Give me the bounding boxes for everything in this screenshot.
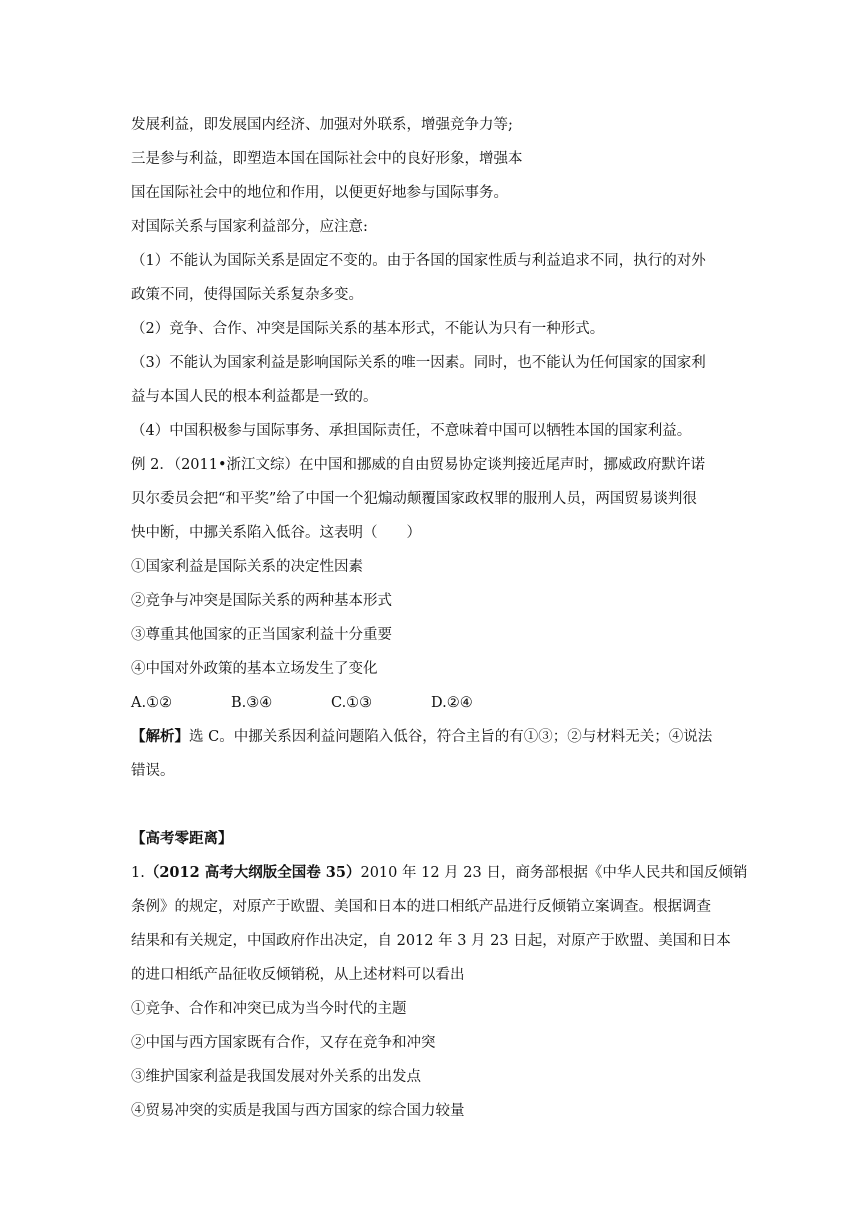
text-line: 益与本国人民的根本利益都是一致的。 <box>131 389 378 405</box>
option-d: D.②④ <box>431 695 473 711</box>
option-b: B.③④ <box>231 695 273 711</box>
spacer <box>131 788 736 822</box>
text-line: 对国际关系与国家利益部分，应注意: <box>131 219 368 235</box>
analysis-label: 【解析】 <box>131 728 189 745</box>
question-1-line-3: 结果和有关规定，中国政府作出决定，自 2012 年 3 月 23 日起，对原产于欧盟、美国和日本 <box>131 933 731 949</box>
note-item-4: （4）中国积极参与国际事务、承担国际责任，不意味着中国可以牺牲本国的国家利益。 <box>131 423 692 439</box>
question-1-line-4: 的进口相纸产品征收反倾销税，从上述材料可以看出 <box>131 967 465 983</box>
question-source: （2012 高考大纲版全国卷 35） <box>144 864 361 881</box>
text-line: 贝尔委员会把“和平奖”给了中国一个犯煽动颠覆国家政权罪的服刑人员，两国贸易谈判很 <box>131 491 697 507</box>
answer-options <box>131 686 736 720</box>
analysis-line-2: 错误。 <box>131 763 175 779</box>
analysis-text: 选 C。中挪关系因利益问题陷入低谷，符合主旨的有①③；②与材料无关；④说法 <box>189 729 713 745</box>
text-line: 三是参与利益，即塑造本国在国际社会中的良好形象，增强本 <box>131 151 523 167</box>
question-number: 1. <box>131 865 145 881</box>
text-line: 政策不同，使得国际关系复杂多变。 <box>131 287 363 303</box>
section-title: 【高考零距离】 <box>131 830 233 847</box>
text-line: 快中断，中挪关系陷入低谷。这表明（ ） <box>131 525 421 541</box>
question-text: 2010 年 12 月 23 日，商务部根据《中华人民共和国反倾销 <box>360 865 748 881</box>
option-c: C.①③ <box>331 695 373 711</box>
q1-statement-4: ④贸易冲突的实质是我国与西方国家的综合国力较量 <box>131 1103 465 1119</box>
q1-statement-1: ①竞争、合作和冲突已成为当今时代的主题 <box>131 1001 407 1017</box>
statement-3: ③尊重其他国家的正当国家利益十分重要 <box>131 627 392 643</box>
statement-1: ①国家利益是国际关系的决定性因素 <box>131 559 363 575</box>
option-a: A.①② <box>131 695 173 711</box>
note-item-1: （1）不能认为国际关系是固定不变的。由于各国的国家性质与利益追求不同，执行的对外 <box>131 253 706 269</box>
text-line: 国在国际社会中的地位和作用，以便更好地参与国际事务。 <box>131 185 508 201</box>
question-1-line-1 <box>131 856 748 890</box>
statement-2: ②竞争与冲突是国际关系的两种基本形式 <box>131 593 392 609</box>
analysis-line <box>131 720 736 754</box>
note-item-3: （3）不能认为国家利益是影响国际关系的唯一因素。同时，也不能认为任何国家的国家利 <box>131 355 706 371</box>
document-page <box>131 108 748 1128</box>
statement-4: ④中国对外政策的基本立场发生了变化 <box>131 661 378 677</box>
q1-statement-3: ③维护国家利益是我国发展对外关系的出发点 <box>131 1069 421 1085</box>
note-item-2: （2）竞争、合作、冲突是国际关系的基本形式，不能认为只有一种形式。 <box>131 321 605 337</box>
question-1-line-2: 条例》的规定，对原产于欧盟、美国和日本的进口相纸产品进行反倾销立案调查。根据调查 <box>131 899 711 915</box>
q1-statement-2: ②中国与西方国家既有合作，又存在竞争和冲突 <box>131 1035 436 1051</box>
example-2-stem: 例 2．（2011•浙江文综）在中国和挪威的自由贸易协定谈判接近尾声时，挪威政府默许诺 <box>131 457 706 473</box>
text-line: 发展利益，即发展国内经济、加强对外联系，增强竞争力等; <box>131 117 513 133</box>
